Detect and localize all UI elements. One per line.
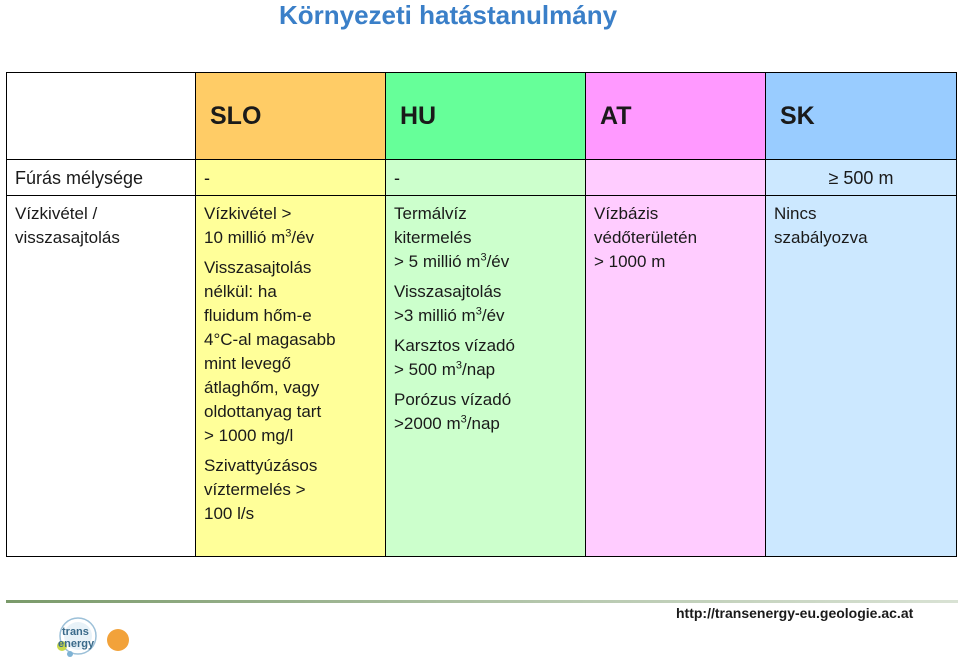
superscript: 3: [460, 413, 467, 426]
text-line: Nincs: [774, 204, 817, 223]
text-line: [394, 358, 577, 382]
superscript: 3: [285, 227, 292, 240]
header-slo: SLO: [196, 73, 386, 160]
text-line: védőterületén: [594, 228, 698, 247]
text-fragment: > 500 m: [394, 360, 456, 379]
text-line: > 1000 mg/l: [204, 426, 294, 445]
text-fragment: 10 millió m: [204, 228, 286, 247]
row-label-depth: Fúrás mélysége: [7, 160, 196, 196]
text-fragment: /év: [291, 228, 315, 247]
table-row-extraction: [7, 196, 957, 557]
text-line: Visszasajtolás: [394, 282, 502, 301]
text-line: Vízbázis: [594, 204, 659, 223]
cell-at-depth: [586, 160, 766, 196]
text-fragment: /év: [486, 252, 510, 271]
cell-sk-depth: ≥ 500 m: [766, 160, 957, 196]
text-line: mint levegő: [204, 354, 291, 373]
text-line: kitermelés: [394, 228, 472, 247]
text-line: Szivattyúzásos: [204, 456, 318, 475]
text-fragment: /nap: [462, 360, 496, 379]
text-line: > 1000 m: [594, 252, 666, 271]
cell-slo-extraction: [196, 196, 386, 557]
text-line: [204, 226, 377, 250]
text-line: Karsztos vízadó: [394, 336, 515, 355]
header-sk: SK: [766, 73, 957, 160]
text-line: 100 l/s: [204, 504, 255, 523]
text-fragment: > 5 millió m: [394, 252, 481, 271]
row-label-line: visszasajtolás: [15, 228, 120, 247]
logo-text: energy: [58, 638, 95, 650]
comparison-table: [6, 72, 957, 557]
logo-text: trans: [62, 626, 89, 638]
text-line: Termálvíz: [394, 204, 467, 223]
header-hu: HU: [386, 73, 586, 160]
text-line: víztermelés >: [204, 480, 306, 499]
text-line: szabályozva: [774, 228, 868, 247]
cell-slo-depth: -: [196, 160, 386, 196]
text-line: [394, 250, 577, 274]
text-line: 4°C-al magasabb: [204, 330, 336, 349]
table-header-row: [7, 73, 957, 160]
text-line: nélkül: ha: [204, 282, 277, 301]
row-label-line: Vízkivétel /: [15, 204, 98, 223]
superscript: 3: [455, 359, 463, 372]
text-line: Vízkivétel >: [204, 204, 292, 223]
text-fragment: >2000 m: [394, 414, 461, 433]
text-line: Porózus vízadó: [394, 390, 512, 409]
text-line: oldottanyag tart: [204, 402, 322, 421]
text-fragment: >3 millió m: [394, 306, 476, 325]
footer-divider: [6, 600, 958, 603]
header-at: AT: [586, 73, 766, 160]
text-fragment: /nap: [466, 414, 500, 433]
page-title: Környezeti hatástanulmány: [278, 0, 618, 30]
footer-url: http://transenergy-eu.geologie.ac.at: [676, 605, 914, 621]
superscript: 3: [475, 305, 482, 318]
text-line: Visszasajtolás: [204, 258, 312, 277]
table-row-depth: [7, 160, 957, 196]
cell-hu-depth: -: [386, 160, 586, 196]
text-fragment: /év: [481, 306, 505, 325]
cell-hu-extraction: [386, 196, 586, 557]
text-line: fluidum hőm-e: [204, 306, 312, 325]
header-empty-cell: [7, 73, 196, 160]
cell-at-extraction: [586, 196, 766, 557]
row-label-extraction: [7, 196, 196, 557]
text-line: [394, 412, 577, 436]
text-line: átlaghőm, vagy: [204, 378, 320, 397]
cell-sk-extraction: [766, 196, 957, 557]
superscript: 3: [480, 251, 487, 264]
text-line: [394, 304, 577, 328]
